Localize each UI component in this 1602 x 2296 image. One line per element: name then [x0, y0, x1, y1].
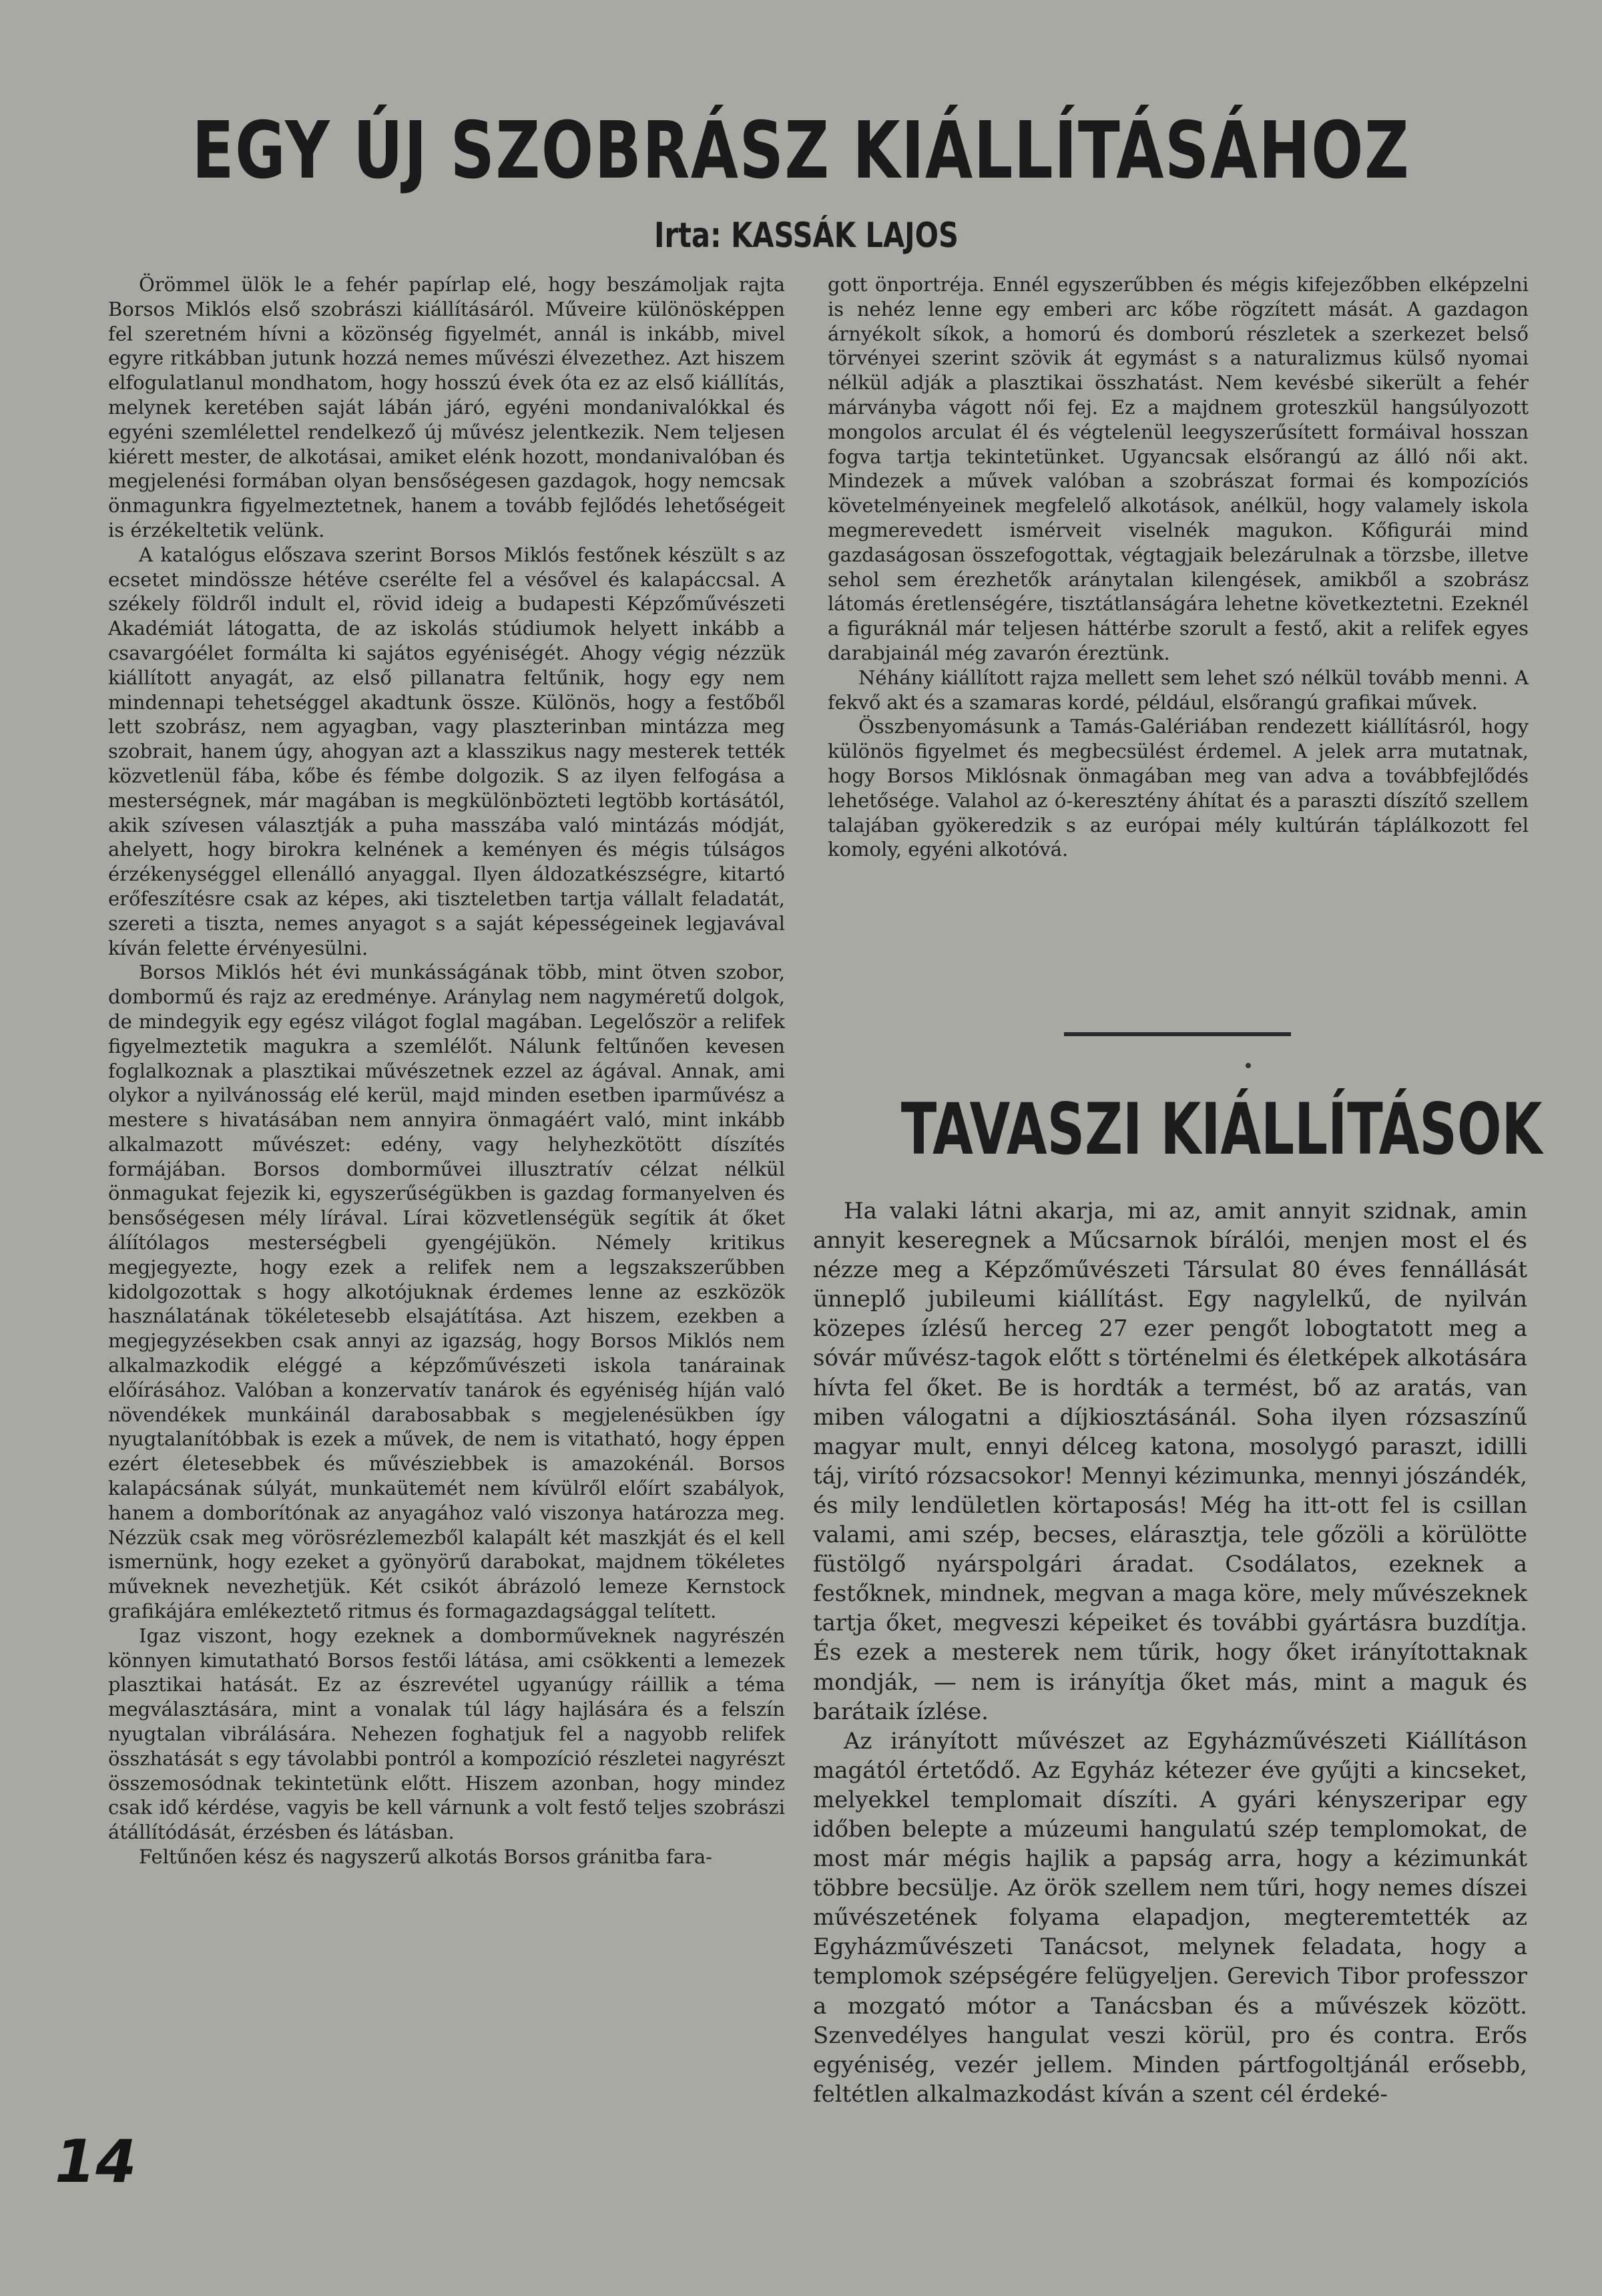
article-paragraph: Igaz viszont, hogy ezeknek a domborműveknek nagyrészén könnyen kimutatható Borsos festői látása, ami csökkenti a lemezek plasztikai hatását. Ez az észrevétel ugyanúgy ráillik a téma megválasztására, mint a vonalak túl lágy hajlására és a felszín nyugtalan vibrálására. Nehezen foghatjuk fel a nagyobb relifek összhatását s egy távolabbi pontról a kompozíció részletei nagyrészt összemosódnak tekintetünk előtt. Hiszem azonban, hogy mindez csak idő kérdése, vagyis be kell várnunk a volt festő teljes szobrászi átállítódását, érzésben és látásban. — [108, 1624, 785, 1844]
article-paragraph: Összbenyomásunk a Tamás-Galériában rendezett kiállításról, hogy különös figyelmet és megbecsülést érdemel. A jelek arra mutatnak, hogy Borsos Miklósnak önmagában meg van adva a továbbfejlődés lehetősége. Valahol az ó-keresztény áhítat és a paraszti díszítő szellem talajában gyökeredzik s az európai mély kultúrán táplálkozott fel komoly, egyéni alkotóvá. — [828, 715, 1529, 861]
ornament-dot — [1246, 1063, 1251, 1068]
article-title: EGY ÚJ SZOBRÁSZ KIÁLLÍTÁSÁHOZ — [192, 104, 1410, 196]
right-column-bottom — [813, 1196, 1527, 2109]
article-byline: Irta: KASSÁK LAJOS — [654, 216, 959, 256]
article-paragraph: Borsos Miklós hét évi munkásságának több, mint ötven szobor, dombormű és rajz az eredménye. Aránylag nem nagyméretű dolgok, de mindegyik egy egész világot foglal magában. Legelőször a relifek figyelmeztetik magukra a szemlélőt. Nálunk feltűnően kevesen foglalkoznak a plasztikai művészetnek ezzel az ágával. Annak, ami olykor a nyilvánosság elé kerül, majd minden esetben iparművész a mestere s hivatásában nem annyira önmagáért való, mint inkább alkalmazott művészet: edény, vagy helyhezkötött díszítés formájában. Borsos domborművei illusztratív célzat nélkül önmagukat fejezik ki, egyszerűségükben is gazdag formanyelven és bensőségesen mély lírával. Lírai közvetlenségük segítik át őket álíítólagos mesterségbeli gyengéjükön. Némely kritikus megjegyezte, hogy ezek a relifek nem a legszakszerűbben kidolgozottak s hogy alkotójuknak érdemes lenne az eszközök használatának tökéletesebb elsajátítása. Azt hiszem, ezekben a megjegyzésekben csak annyi az igazság, hogy Borsos Miklós nem alkalmazkodik eléggé a képzőművészeti iskola tanárainak előírásához. Valóban a konzervatív tanárok és egyéniség híján való növendékek munkáinál darabosabbak s megjelenésükben így nyugtalanítóbbak is ezek a művek, de nem is vitatható, hogy éppen ezért életesebbek és művésziebbek is amazokénál. Borsos kalapácsának súlyát, munkaütemét nem kívülről előírt szabályok, hanem a domborítónak az anyagához való viszonya határozza meg. Nézzük csak meg vörösrézlemezből kalapált két maszkját és el kell ismernünk, hogy ezeket a gyönyörű darabokat, majdnem tökéletes műveknek nevezhetjük. Két csikót ábrázoló lemeze Kernstock grafikájára emlékeztető ritmus és formagazdagsággal telített. — [108, 961, 785, 1623]
left-column — [108, 272, 785, 1869]
right-column-top — [828, 272, 1529, 862]
section-divider — [1064, 1032, 1291, 1036]
article-paragraph: Néhány kiállított rajza mellett sem lehet szó nélkül tovább menni. A fekvő akt és a szamaras kordé, például, elsőrangú grafikai művek. — [828, 666, 1529, 714]
article-paragraph: Feltűnően kész és nagyszerű alkotás Borsos gránitba fara- — [139, 1845, 712, 1868]
article-paragraph: Örömmel ülök le a fehér papírlap elé, hogy beszámoljak rajta Borsos Miklós első szobrászi kiállításáról. Műveire különösképpen fel szeretném hívni a közönség figyelmét, annál is inkább, mivel egyre ritkábban jutunk hozzá nemes művészi élvezethez. Azt hiszem elfogulatlanul mondhatom, hogy hosszú évek óta ez az első kiállítás, melynek keretében saját lábán járó, egyéni mondanivalókkal és egyéni szemlélettel rendelkező új művész jelentkezik. Nem teljesen kiérett mester, de alkotásai, amiket elénk hozott, mondanivalóban és megjelenési formában olyan bensőségesen gazdagok, hogy nemcsak önmagunkra figyelmeztetnek, hanem a tovább fejlődés lehetőségeit is érzékeltetik velünk. — [108, 273, 785, 541]
page-number: 14 — [55, 2127, 137, 2196]
article-paragraph: A katalógus előszava szerint Borsos Miklós festőnek készült s az ecsetet mindössze hétéve cserélte fel a vésővel és kalapáccsal. A székely földről indult el, rövid ideig a budapesti Képzőművészeti Akadémiát látogatta, de az iskolás stúdiumok helyett inkább a csavargóélet formálta ki sajátos egyéniségét. Ahogy végig nézzük kiállított anyagát, az első pillanatra feltűnik, hogy egy nem mindennapi tehetséggel akadtunk össze. Különös, hogy a festőből lett szobrász, nem agyagban, vagy plaszterinban mintázza meg szobrait, hanem úgy, ahogyan azt a klasszikus nagy mesterek tették közvetlenül fába, kőbe és fémbe dolgozik. S az ilyen felfogása a mesterségnek, már magában is megkülönbözteti legtöbb kortásától, akik szívesen választják a puha masszába való mintázás módját, ahelyett, hogy birokra kelnének a keményen és mégis túlságos érzékenységgel ellenálló anyaggal. Ilyen áldozatkészségre, kitartó erőfeszítésre csak az képes, aki tiszteletben tartja vállalt feladatát, szereti a tiszta, nemes anyagot s a saját képességeinek legjavával kíván felette érvényesülni. — [108, 543, 785, 959]
article-paragraph: Ha valaki látni akarja, mi az, amit annyit szidnak, amin annyit keseregnek a Műcsarnok bírálói, menjen most el és nézze meg a Képzőművészeti Társulat 80 éves fennállását ünneplő jubileumi kiállítást. Egy nagylelkű, de nyilván közepes ízlésű herceg 27 ezer pengőt lobogtatott meg a sóvár művész-tagok előtt s történelmi és életképek alkotására hívta fel őket. Be is hordták a termést, bő az aratás, van miben válogatni a díjkiosztásánál. Soha ilyen rózsaszínű magyar mult, ennyi délceg katona, mosolygó paraszt, idilli táj, virító rózsacsokor! Mennyi kézimunka, mennyi jószándék, és mily lendületlen körtaposás! Még ha itt-ott fel is csillan valami, ami szép, becses, elárasztja, tele gőzöli a körülötte füstölgő nyárspolgári áradat. Csodálatos, ezeknek a festőknek, mindnek, megvan a maga köre, mely művészeknek tartja őket, megveszi képeiket és további gyártásra buzdítja. És ezek a mesterek nem tűrik, hogy őket irányítottaknak mondják, — nem is irányítja őket más, mint a maguk és barátaik ízlése. — [813, 1198, 1527, 1725]
article-paragraph: Az irányított művészet az Egyházművészeti Kiállításon magától értetődő. Az Egyház kétezer éve gyűjti a kincseket, melyekkel templomait díszíti. A gyári kényszeripar egy időben belepte a múzeumi hangulatú szép templomokat, de most már mégis hajlik a papság arra, hogy a kézimunkát többre becsülje. Az örök szellem nem tűri, hogy nemes díszei művészetének folyama elapadjon, megteremtették az Egyházművészeti Tanácsot, melynek feladata, hogy a templomok szépségére felügyeljen. Gerevich Tibor professzor a mozgató mótor a Tanácsban és a művészek között. Szenvedélyes hangulat veszi körül, pro és contra. Erős egyéniség, vezér jellem. Minden pártfogoltjánál erősebb, feltétlen alkalmazkodást kíván a szent cél érdeké- — [813, 1727, 1527, 2108]
second-article-title: TAVASZI KIÁLLÍTÁSOK — [900, 1088, 1543, 1170]
article-paragraph: gott önportréja. Ennél egyszerűbben és mégis kifejezőbben elképzelni is nehéz lenne egy emberi arc kőbe rögzített mását. A gazdagon árnyékolt síkok, a homorú és domború részletek a szerkezet belső törvényei szerint szövik át egymást s a naturalizmus külső nyomai nélkül adják a plasztikai összhatást. Nem kevésbé sikerült a fehér márványba vágott női fej. Ez a majdnem groteszkül hangsúlyozott mongolos arculat él és végtelenül leegyszerűsített formáival hosszan fogva tartja tekintetünket. Ugyancsak elsőrangú az álló női akt. Mindezek a művek valóban a szobrászat formai és kompozíciós követelményeinek megfelelő alkotások, anélkül, hogy valamely iskola megmerevedett ismérveit viselnék magukon. Kőfigurái mind gazdaságosan összefogottak, végtagjaik belezárulnak a törzsbe, illetve sehol sem érezhetők aránytalan kilengések, amikből a szobrász látomás éretlenségére, tisztátlanságára lehetne következtetni. Ezeknél a figuráknál már teljesen háttérbe szorult a festő, akit a relifek egyes darabjainál még zavarón éreztünk. — [828, 273, 1529, 664]
